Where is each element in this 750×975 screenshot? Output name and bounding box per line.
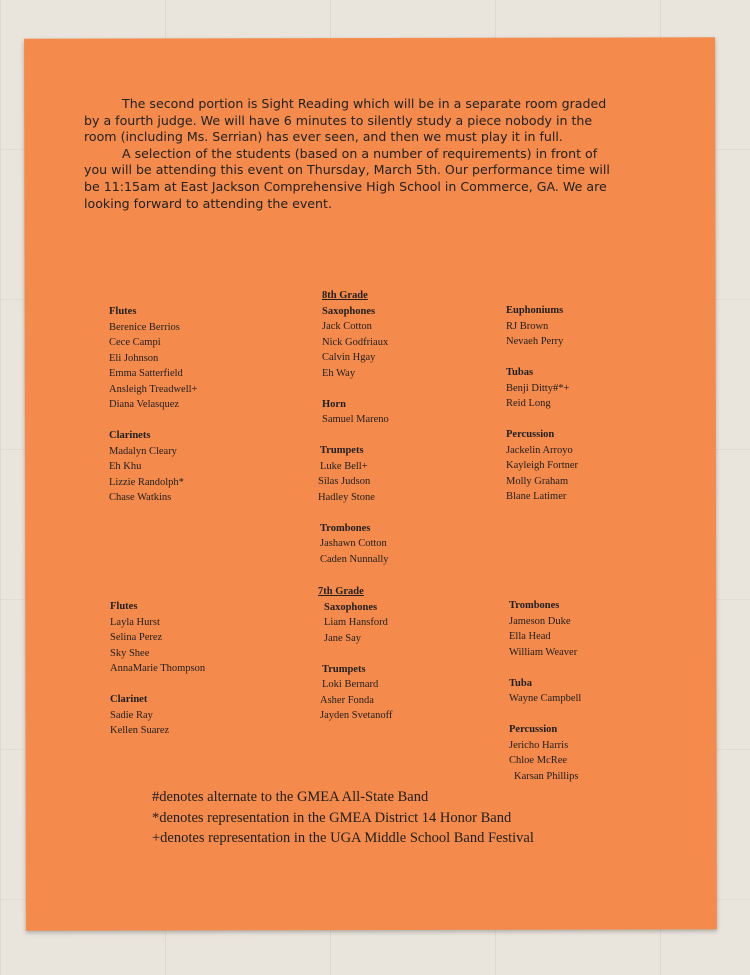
student-name: Jack Cotton xyxy=(322,321,372,332)
student-name: RJ Brown xyxy=(506,320,549,332)
student-name: Selina Perez xyxy=(110,632,163,643)
student-name: Liam Hansford xyxy=(324,617,388,628)
student-name: Jane Say xyxy=(324,632,362,644)
note-line: *denotes representation in the GMEA District 14 Honor Band xyxy=(152,809,512,826)
intro-paragraph-1: The second portion is Sight Reading which will be in a separate room graded by a fourth judge. We will have 6 minutes to silently study a piece nobody in the room (including Ms. Serrian) has ever seen, and then we must play it in full. xyxy=(84,96,607,145)
grade-heading: 8th Grade xyxy=(322,290,368,301)
note-line: #denotes alternate to the GMEA All-State Band xyxy=(152,789,429,805)
student-name: Chloe McRee xyxy=(509,755,568,766)
student-name: Berenice Berrios xyxy=(109,321,180,333)
student-name: Madalyn Cleary xyxy=(109,445,177,457)
student-name: Loki Bernard xyxy=(322,679,379,690)
grade8-left-column xyxy=(109,304,197,506)
student-name: Nick Godfriaux xyxy=(322,336,389,348)
student-name: Silas Judson xyxy=(318,476,371,487)
grade-heading: 7th Grade xyxy=(318,586,364,597)
section-title: Flutes xyxy=(109,306,137,317)
student-name: Emma Satterfield xyxy=(109,368,183,379)
student-name: Sky Shee xyxy=(110,647,150,659)
grade8-right-column xyxy=(506,303,578,505)
grade7-middle-column xyxy=(318,584,392,724)
section-title: Trombones xyxy=(320,522,371,534)
student-name: Samuel Mareno xyxy=(322,414,389,425)
student-name: Eh Khu xyxy=(109,461,142,472)
section-title: Tubas xyxy=(506,367,534,378)
student-name: Asher Fonda xyxy=(320,694,374,706)
section-title: Clarinets xyxy=(109,430,151,441)
student-name: William Weaver xyxy=(509,646,578,658)
student-name: Molly Graham xyxy=(506,475,569,487)
section-title: Flutes xyxy=(110,601,138,612)
grade7-left-column xyxy=(110,599,205,739)
student-name: Reid Long xyxy=(506,398,551,409)
student-name: Jayden Svetanoff xyxy=(320,710,393,721)
student-name: Hadley Stone xyxy=(318,491,375,503)
section-title: Saxophones xyxy=(324,601,378,613)
intro-text xyxy=(84,96,624,212)
student-name: Calvin Hgay xyxy=(322,352,376,363)
student-name: Karsan Phillips xyxy=(514,770,579,782)
student-name: Ella Head xyxy=(509,631,551,642)
section-title: Trombones xyxy=(509,600,560,611)
student-name: Lizzie Randolph* xyxy=(109,476,184,488)
student-name: Chase Watkins xyxy=(109,492,172,503)
student-name: Ansleigh Treadwell+ xyxy=(109,383,198,395)
student-name: Cece Campi xyxy=(109,337,161,348)
student-name: Jashawn Cotton xyxy=(320,538,387,549)
student-name: Jameson Duke xyxy=(509,615,571,627)
student-name: Luke Bell+ xyxy=(320,460,368,472)
student-name: Benji Ditty#*+ xyxy=(506,382,570,394)
student-name: Nevaeh Perry xyxy=(506,336,564,347)
student-name: Caden Nunnally xyxy=(320,553,389,565)
student-name: Jackelin Arroyo xyxy=(506,444,573,456)
section-title: Saxophones xyxy=(322,305,376,317)
section-title: Clarinet xyxy=(110,694,148,705)
intro-paragraph-2: A selection of the students (based on a number of requirements) in front of you will be attending this event on Thursday, March 5th. Our performance time will be 11:15am at East Jackson Comprehensive High School in Commerce, GA. We are looking forward to attending the event. xyxy=(84,145,610,211)
section-title: Tuba xyxy=(509,677,532,689)
student-name: Eh Way xyxy=(322,367,356,379)
student-name: Kellen Suarez xyxy=(110,725,170,736)
student-name: AnnaMarie Thompson xyxy=(110,663,206,674)
student-name: Diana Velasquez xyxy=(109,399,180,410)
student-name: Jericho Harris xyxy=(509,739,569,751)
grade8-middle-column xyxy=(318,288,389,567)
student-name: Wayne Campbell xyxy=(509,693,582,704)
note-line: +denotes representation in the UGA Middle School Band Festival xyxy=(152,830,534,846)
grade7-right-column xyxy=(509,598,581,784)
section-title: Trumpets xyxy=(320,445,364,456)
student-name: Blane Latimer xyxy=(506,491,567,502)
student-name: Sadie Ray xyxy=(110,709,153,721)
legend-notes xyxy=(152,787,612,849)
student-name: Layla Hurst xyxy=(110,616,160,628)
section-title: Trumpets xyxy=(322,663,366,675)
student-name: Kayleigh Fortner xyxy=(506,460,579,471)
student-name: Eli Johnson xyxy=(109,352,159,364)
section-title: Euphoniums xyxy=(506,305,564,316)
section-title: Percussion xyxy=(506,429,555,440)
section-title: Horn xyxy=(322,398,346,410)
section-title: Percussion xyxy=(509,724,558,735)
